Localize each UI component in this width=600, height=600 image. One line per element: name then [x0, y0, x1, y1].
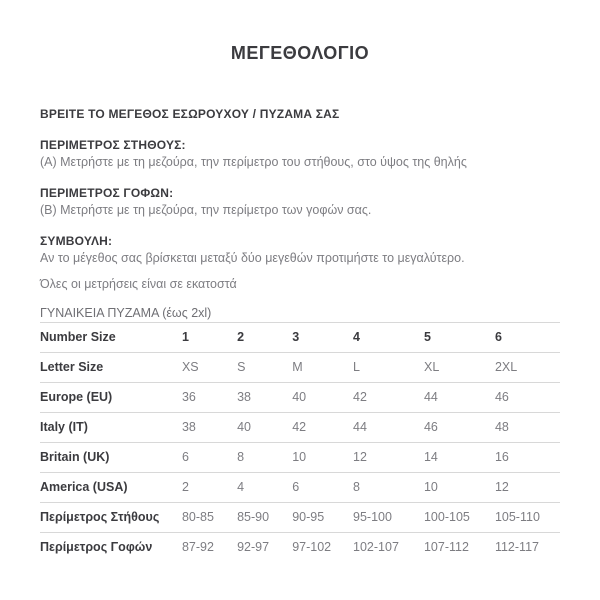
size-cell: M	[292, 360, 303, 374]
size-cell: 85-90	[237, 510, 270, 524]
table-row	[40, 413, 560, 443]
size-cell: 44	[353, 420, 367, 434]
size-cell: 42	[353, 390, 367, 404]
section-body: (B) Μετρήστε με τη μεζούρα, την περίμετρο των γοφών σας.	[40, 203, 372, 217]
row-label: Περίμετρος Γοφών	[40, 540, 153, 554]
size-cell: 6	[181, 450, 189, 464]
size-cell: 42	[292, 420, 307, 434]
womens-pyjama-size-table	[40, 323, 560, 562]
section-body: Αν το μέγεθος σας βρίσκεται μεταξύ δύο μεγεθών προτιμήστε το μεγαλύτερο.	[40, 251, 465, 265]
size-cell: 80-85	[181, 510, 214, 524]
size-cell: 90-95	[292, 510, 325, 524]
section-body: (A) Μετρήστε με τη μεζούρα, την περίμετρο του στήθους, στο ύψος της θηλής	[40, 155, 467, 169]
size-cell: 12	[494, 480, 509, 494]
section-heading: ΠΕΡΙΜΕΤΡΟΣ ΣΤΗΘΟΥΣ:	[40, 138, 186, 152]
section-heading: ΣΥΜΒΟΥΛΗ:	[40, 234, 113, 248]
size-cell: 102-107	[353, 540, 399, 554]
section-advice	[40, 234, 560, 266]
section-chest-circumference	[40, 138, 560, 170]
size-cell: 2	[181, 480, 189, 494]
page-title: ΜΕΓΕΘΟΛΟΓΙΟ	[230, 43, 370, 63]
size-cell: 14	[423, 450, 438, 464]
table-row	[40, 533, 560, 563]
measurements-unit-note: Όλες οι μετρήσεις είναι σε εκατοστά	[40, 277, 237, 291]
section-heading: ΠΕΡΙΜΕΤΡΟΣ ΓΟΦΩΝ:	[40, 186, 174, 200]
row-label: Letter Size	[40, 360, 104, 374]
row-label: Number Size	[40, 330, 116, 344]
size-cell: 10	[423, 480, 438, 494]
size-cell: 16	[494, 450, 509, 464]
size-cell: 87-92	[181, 540, 214, 554]
size-cell: 40	[237, 420, 251, 434]
size-cell: 8	[353, 480, 360, 494]
table-row	[40, 323, 560, 353]
size-cell: 6	[292, 480, 300, 494]
row-label: Britain (UK)	[40, 450, 110, 464]
size-cell: 3	[292, 330, 300, 344]
table-row	[40, 443, 560, 473]
section-hip-circumference	[40, 186, 560, 218]
size-cell: 4	[353, 330, 360, 344]
size-cell: 46	[423, 420, 438, 434]
size-cell: 38	[237, 390, 251, 404]
size-cell: 5	[423, 330, 431, 344]
table-row	[40, 473, 560, 503]
size-cell: 6	[494, 330, 502, 344]
size-cell: 97-102	[292, 540, 332, 554]
size-cell: 107-112	[423, 540, 469, 554]
size-cell: 10	[292, 450, 307, 464]
size-cell: 95-100	[353, 510, 392, 524]
size-cell: 40	[292, 390, 307, 404]
size-cell: 105-110	[494, 510, 540, 524]
row-label: Italy (IT)	[40, 420, 88, 434]
table-row	[40, 353, 560, 383]
size-cell: 1	[181, 330, 189, 344]
size-table-caption: ΓΥΝΑΙΚΕΙΑ ΠΥΖΑΜΑ (έως 2xl)	[40, 306, 560, 323]
size-cell: 46	[494, 390, 509, 404]
row-label: Περίμετρος Στήθους	[40, 510, 160, 524]
size-cell: XL	[423, 360, 440, 374]
size-cell: 2	[237, 330, 245, 344]
size-cell: S	[237, 360, 246, 374]
size-cell: 44	[423, 390, 438, 404]
row-label: Europe (EU)	[40, 390, 113, 404]
size-cell: 92-97	[237, 540, 270, 554]
size-cell: 4	[237, 480, 245, 494]
size-cell: 112-117	[494, 540, 539, 554]
size-cell: 2XL	[494, 360, 518, 374]
size-cell: 38	[181, 420, 196, 434]
row-label: America (USA)	[40, 480, 128, 494]
size-cell: 48	[494, 420, 509, 434]
table-row	[40, 503, 560, 533]
table-row	[40, 383, 560, 413]
size-cell: 36	[181, 390, 196, 404]
intro-heading: ΒΡΕΙΤΕ ΤΟ ΜΕΓΕΘΟΣ ΕΣΩΡΟΥΧΟΥ / ΠΥΖΑΜΑ ΣΑΣ	[40, 107, 340, 121]
size-cell: 8	[237, 450, 245, 464]
size-cell: XS	[181, 360, 199, 374]
size-cell: 100-105	[423, 510, 470, 524]
size-cell: L	[353, 360, 360, 374]
size-cell: 12	[353, 450, 367, 464]
